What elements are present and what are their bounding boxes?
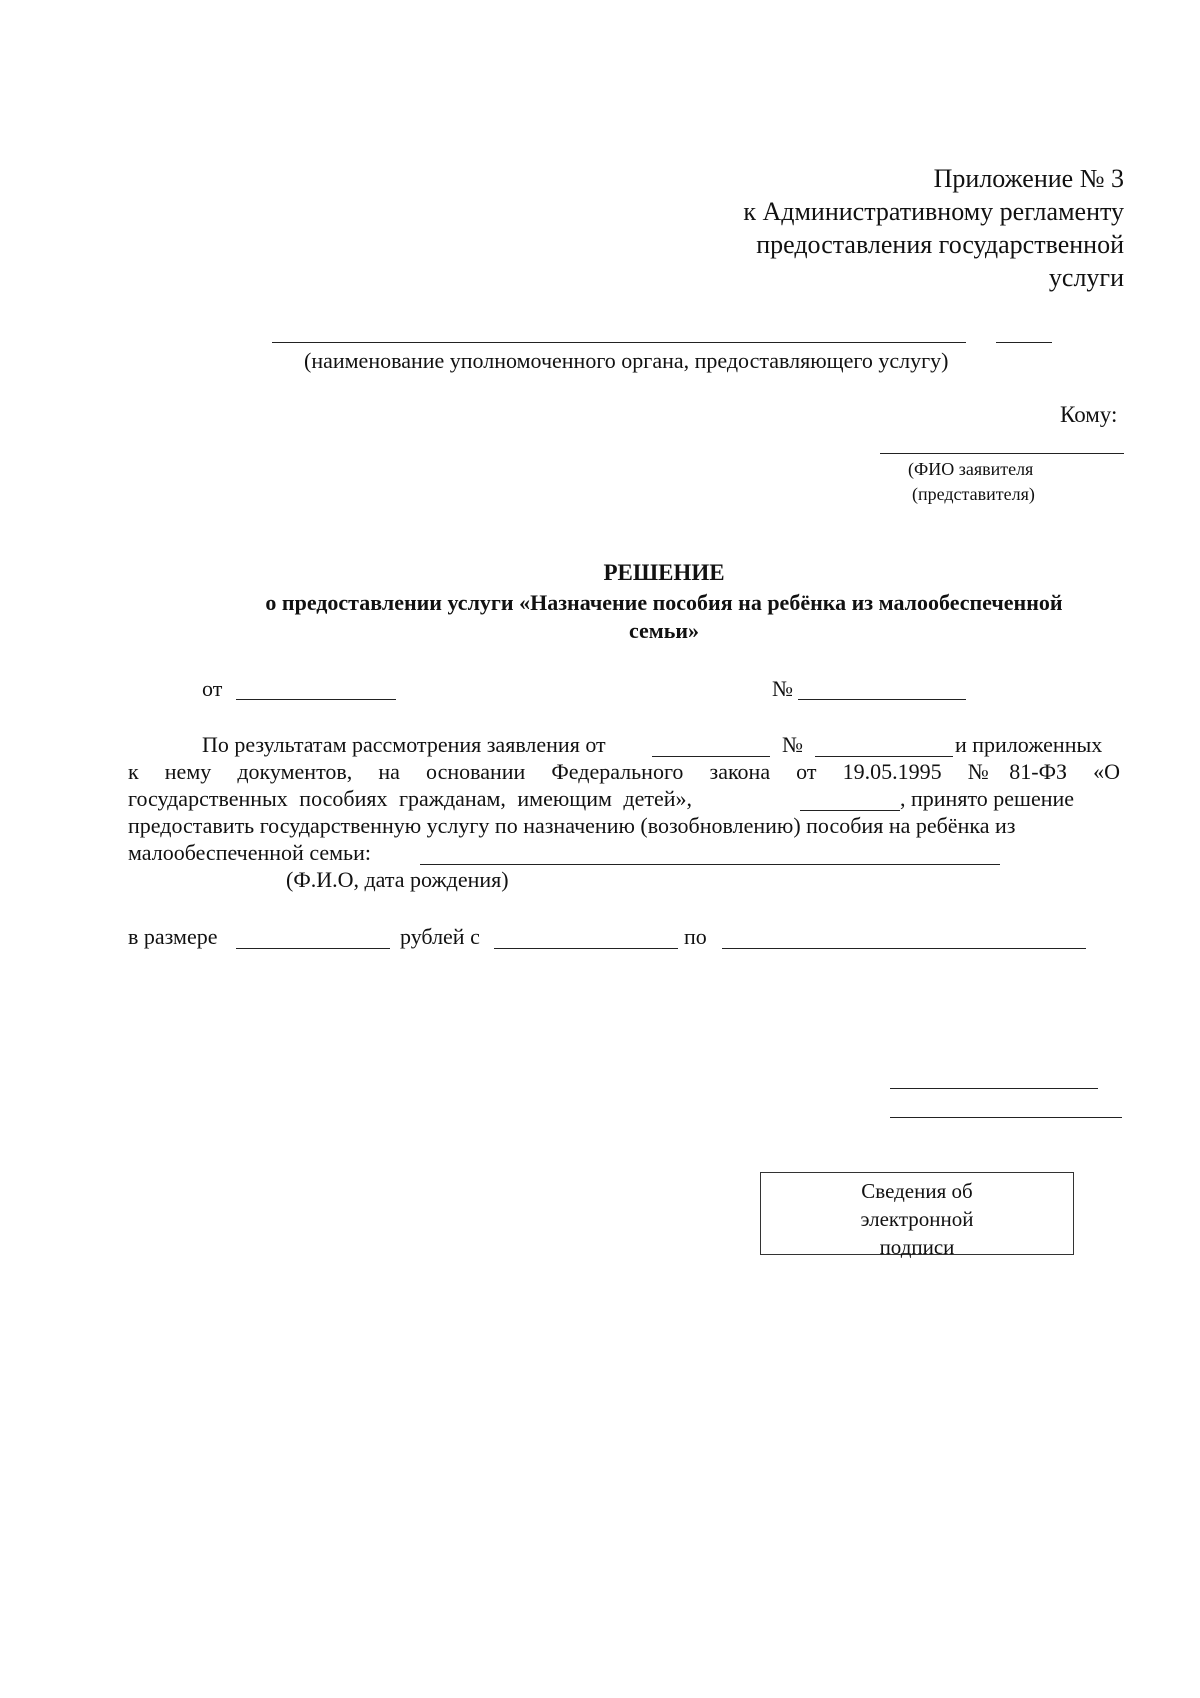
body-line-3-blank (800, 810, 900, 811)
body-p1-num: № (782, 732, 803, 757)
decision-date-line (236, 699, 396, 700)
appendix-line-1: Приложение № 3 (933, 164, 1124, 193)
signature-box-line-3: подписи (879, 1235, 955, 1259)
appendix-line-3: предоставления государственной (756, 230, 1124, 259)
body-line-3-end: , принято решение (900, 786, 1075, 811)
decision-title: РЕШЕНИЕ (603, 560, 725, 585)
amount-line (236, 948, 390, 949)
decision-number-line (798, 699, 966, 700)
end-label: по (684, 924, 707, 949)
body-line-4: предоставить государственную услугу по назначению (возобновлению) пособия на ребёнка из (128, 813, 1016, 838)
rub-label: рублей с (400, 924, 480, 949)
end-date-line (722, 948, 1086, 949)
body-p1-end: и приложенных (955, 732, 1103, 757)
recipient-caption-2: (представителя) (912, 484, 1035, 504)
body-line-5: малообеспеченной семьи: (128, 840, 371, 865)
application-number-line (815, 756, 953, 757)
appendix-line-4: услуги (1048, 263, 1124, 292)
appendix-line-2: к Административному регламенту (743, 197, 1124, 226)
signature-name-line (890, 1117, 1122, 1118)
amount-label: в размере (128, 924, 218, 949)
decision-number-label: № (772, 676, 793, 701)
electronic-signature-box (760, 1172, 1074, 1259)
body-line-3-start: государственных пособиях гражданам, имеющим детей», (128, 786, 693, 811)
application-date-line (652, 756, 770, 757)
recipient-line (880, 453, 1124, 454)
body-p1-start: По результатам рассмотрения заявления от (202, 732, 606, 757)
authority-line (272, 342, 966, 343)
authority-line-tail (996, 342, 1052, 343)
child-fio-caption: (Ф.И.О, дата рождения) (286, 867, 509, 892)
child-fio-line (420, 864, 1000, 865)
start-date-line (494, 948, 678, 949)
appendix-header (743, 162, 1124, 294)
signature-box-line-1: Сведения об (861, 1179, 973, 1203)
decision-from-label: от (202, 676, 223, 701)
signature-box-line-2: электронной (860, 1207, 974, 1231)
signature-position-line (890, 1088, 1098, 1089)
body-line-2: к нему документов, на основании Федерального закона от 19.05.1995 №81-ФЗ «О (128, 759, 1120, 784)
recipient-to-label: Кому: (1060, 402, 1118, 427)
decision-subtitle-1: о предоставлении услуги «Назначение пособия на ребёнка из малообеспеченной (265, 590, 1063, 615)
authority-caption: (наименование уполномоченного органа, предоставляющего услугу) (304, 348, 949, 373)
decision-subtitle-2: семьи» (628, 618, 700, 643)
recipient-caption-1: (ФИО заявителя (908, 459, 1034, 479)
